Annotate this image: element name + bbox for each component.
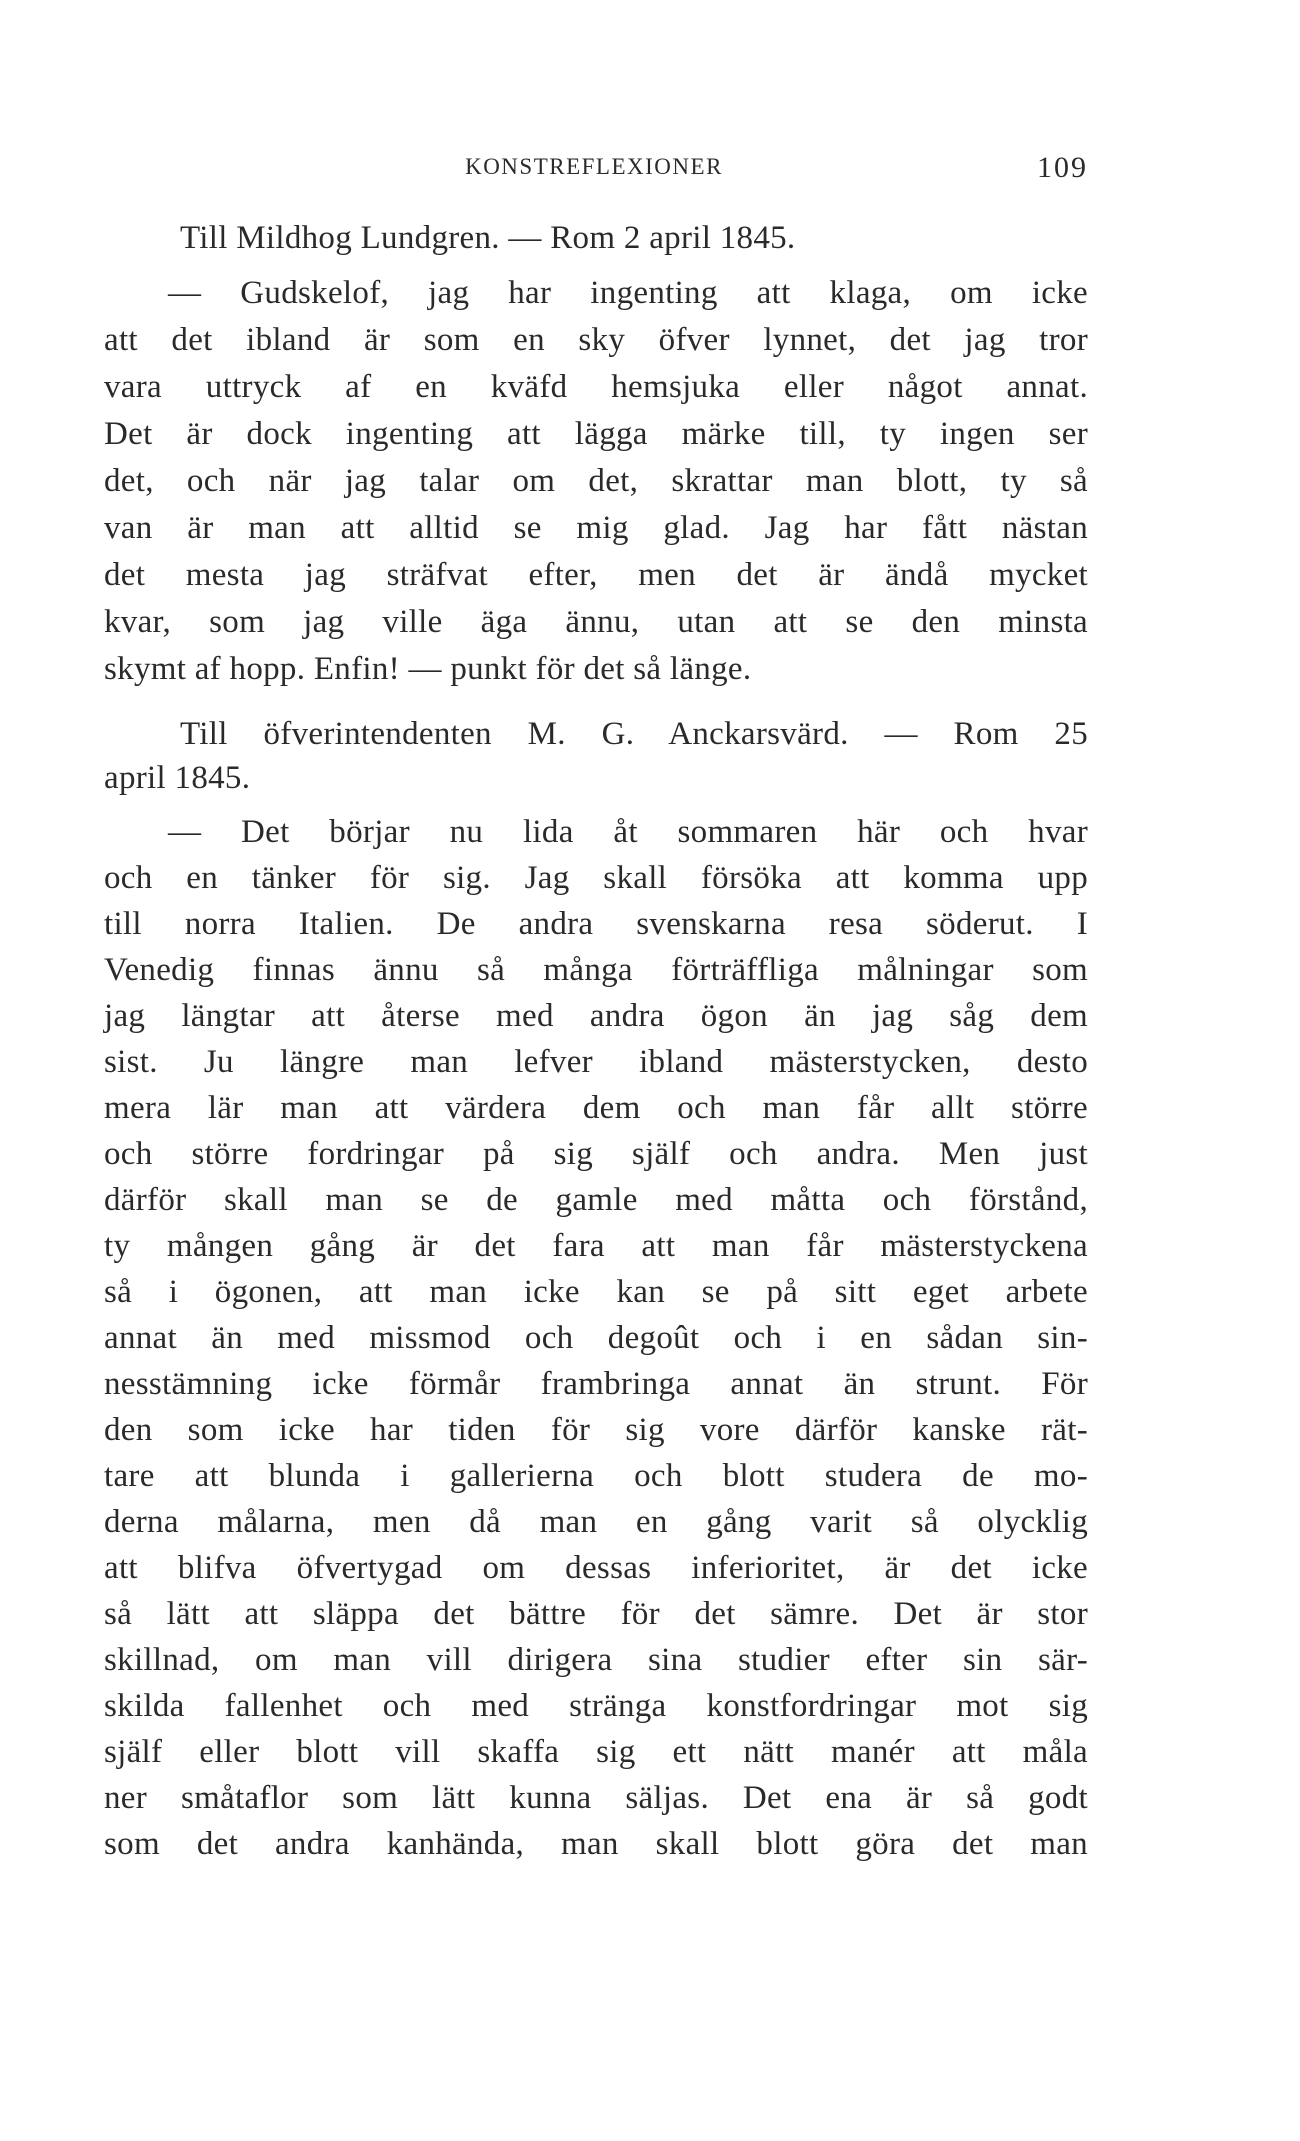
body-line: jag längtar att återse med andra ögon än jag såg dem <box>104 998 1088 1034</box>
body-line: kvar, som jag ville äga ännu, utan att se den minsta <box>104 604 1088 640</box>
body-line: van är man att alltid se mig glad. Jag har fått nästan <box>104 510 1088 546</box>
page-number: 109 <box>1037 151 1088 184</box>
letter-heading: Till öfverintendenten M. G. Anckarsvärd. — Rom 25 <box>180 716 1088 752</box>
body-line: skillnad, om man vill dirigera sina studier efter sin sär- <box>104 1642 1088 1678</box>
body-line: det mesta jag sträfvat efter, men det är ändå mycket <box>104 557 1088 593</box>
body-line: som det andra kanhända, man skall blott göra det man <box>104 1826 1088 1862</box>
body-line: Venedig finnas ännu så många förträffliga målningar som <box>104 952 1088 988</box>
body-line: mera lär man att värdera dem och man får allt större <box>104 1090 1088 1126</box>
page-header <box>100 151 1088 194</box>
letter-heading: april 1845. <box>104 760 251 796</box>
body-line: sist. Ju längre man lefver ibland mästerstycken, desto <box>104 1044 1088 1080</box>
body-line: — Gudskelof, jag har ingenting att klaga, om icke <box>168 275 1088 311</box>
body-line: annat än med missmod och degoût och i en sådan sin- <box>104 1320 1088 1356</box>
letter-heading: Till Mildhog Lundgren. — Rom 2 april 1845. <box>180 220 796 256</box>
body-line: själf eller blott vill skaffa sig ett nätt manér att måla <box>104 1734 1088 1770</box>
body-line: tare att blunda i gallerierna och blott studera de mo- <box>104 1458 1088 1494</box>
body-line: och en tänker för sig. Jag skall försöka att komma upp <box>104 860 1088 896</box>
body-line: vara uttryck af en kväfd hemsjuka eller något annat. <box>104 369 1088 405</box>
body-line: att blifva öfvertygad om dessas inferioritet, är det icke <box>104 1550 1088 1586</box>
body-line: ner småtaflor som lätt kunna säljas. Det ena är så godt <box>104 1780 1088 1816</box>
body-line: det, och när jag talar om det, skrattar man blott, ty så <box>104 463 1088 499</box>
body-line: derna målarna, men då man en gång varit så olycklig <box>104 1504 1088 1540</box>
body-line: den som icke har tiden för sig vore därför kanske rät- <box>104 1412 1088 1448</box>
body-line: skilda fallenhet och med stränga konstfordringar mot sig <box>104 1688 1088 1724</box>
body-line: skymt af hopp. Enfin! — punkt för det så länge. <box>104 651 752 687</box>
body-line: Det är dock ingenting att lägga märke till, ty ingen ser <box>104 416 1088 452</box>
body-line: så lätt att släppa det bättre för det sämre. Det är stor <box>104 1596 1088 1632</box>
body-line: och större fordringar på sig själf och andra. Men just <box>104 1136 1088 1172</box>
body-line: till norra Italien. De andra svenskarna resa söderut. I <box>104 906 1088 942</box>
body-line: därför skall man se de gamle med måtta och förstånd, <box>104 1182 1088 1218</box>
running-title: KONSTREFLEXIONER <box>465 154 723 179</box>
body-line: ty mången gång är det fara att man får mästerstyckena <box>104 1228 1088 1264</box>
body-line: så i ögonen, att man icke kan se på sitt eget arbete <box>104 1274 1088 1310</box>
body-line: nesstämning icke förmår frambringa annat än strunt. För <box>104 1366 1088 1402</box>
body-line: — Det börjar nu lida åt sommaren här och hvar <box>168 814 1088 850</box>
body-line: att det ibland är som en sky öfver lynnet, det jag tror <box>104 322 1088 358</box>
